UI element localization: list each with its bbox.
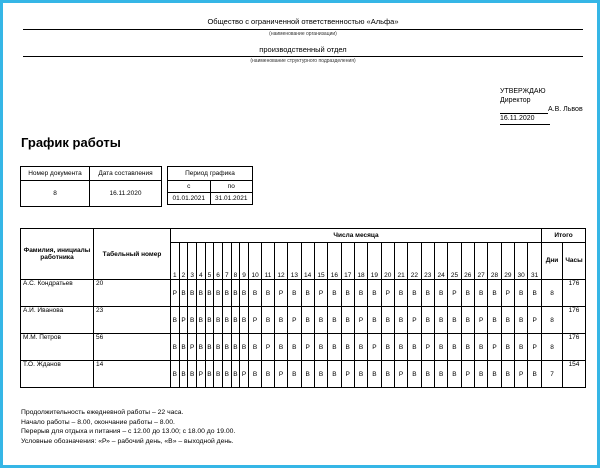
day-mark: В — [301, 361, 314, 388]
day-mark: В — [488, 361, 501, 388]
day-mark: В — [341, 307, 354, 334]
day-number-header: 14 — [301, 242, 314, 279]
day-number-header: 27 — [474, 242, 487, 279]
day-number-header: 25 — [448, 242, 461, 279]
day-number-header: 1 — [171, 242, 180, 279]
day-mark: В — [501, 361, 514, 388]
day-mark: В — [421, 307, 434, 334]
day-mark: В — [474, 334, 487, 361]
day-mark: В — [408, 334, 421, 361]
day-mark: В — [421, 361, 434, 388]
day-mark: В — [515, 307, 528, 334]
day-mark: В — [222, 280, 231, 307]
day-number-header: 20 — [381, 242, 394, 279]
day-mark: Р — [314, 280, 327, 307]
day-number-header: 2 — [179, 242, 188, 279]
day-mark: В — [205, 307, 214, 334]
period-from-label: с — [168, 181, 211, 193]
day-mark: В — [434, 280, 447, 307]
approval-date: 16.11.2020 — [500, 115, 535, 122]
day-mark: Р — [394, 361, 407, 388]
notes-block — [21, 408, 235, 446]
day-mark: Р — [488, 334, 501, 361]
day-number-header: 3 — [188, 242, 197, 279]
day-number-header: 18 — [354, 242, 367, 279]
day-mark: В — [205, 280, 214, 307]
day-mark: Р — [528, 334, 542, 361]
day-mark: Р — [196, 361, 205, 388]
day-mark: Р — [274, 361, 287, 388]
schedule-body — [21, 280, 586, 388]
total-hours: 176 — [563, 334, 586, 361]
day-mark: В — [205, 334, 214, 361]
day-number-header: 7 — [222, 242, 231, 279]
doc-number-header: Номер документа — [21, 167, 90, 181]
note-line: Перерыв для отдыха и питания – с 12.00 до 13.00; с 18.00 до 19.00. — [21, 428, 236, 435]
day-mark: В — [434, 361, 447, 388]
department-caption: (наименование структурного подразделения) — [250, 58, 356, 64]
employee-tab-number: 23 — [94, 307, 171, 334]
day-mark: В — [188, 361, 197, 388]
day-number-header: 28 — [488, 242, 501, 279]
day-mark: В — [501, 334, 514, 361]
day-mark: В — [240, 307, 249, 334]
day-mark: Р — [274, 280, 287, 307]
approval-signer: А.В. Львов — [548, 106, 583, 113]
employee-tab-number: 56 — [94, 334, 171, 361]
day-mark: В — [368, 280, 381, 307]
note-line: Условные обозначения: «Р» – рабочий день, «В» – выходной день. — [21, 437, 234, 445]
day-mark: В — [288, 334, 301, 361]
day-number-header: 5 — [205, 242, 214, 279]
day-mark: В — [501, 307, 514, 334]
day-mark: В — [448, 334, 461, 361]
day-mark: В — [394, 334, 407, 361]
day-mark: В — [341, 280, 354, 307]
day-mark: Р — [528, 307, 542, 334]
day-number-header: 4 — [196, 242, 205, 279]
period-from-value: 01.01.2021 — [168, 193, 211, 205]
day-mark: В — [231, 361, 240, 388]
day-mark: В — [328, 361, 341, 388]
day-mark: В — [171, 361, 180, 388]
day-mark: В — [381, 307, 394, 334]
day-mark: В — [274, 307, 287, 334]
day-number-header: 22 — [408, 242, 421, 279]
day-mark: Р — [381, 280, 394, 307]
day-mark: В — [394, 280, 407, 307]
note-line: Продолжительность ежедневной работы – 22 часа. — [21, 409, 184, 416]
day-mark: В — [368, 361, 381, 388]
doc-info-table — [20, 166, 162, 207]
table-row — [21, 307, 586, 334]
table-row — [21, 334, 586, 361]
day-mark: В — [448, 361, 461, 388]
total-hours: 176 — [563, 307, 586, 334]
day-mark: Р — [262, 334, 275, 361]
col-total-days-header: Дни — [542, 242, 563, 279]
day-mark: В — [328, 280, 341, 307]
day-mark: Р — [288, 307, 301, 334]
period-header: Период графика — [168, 167, 253, 181]
day-mark: В — [288, 280, 301, 307]
day-mark: В — [314, 361, 327, 388]
day-mark: Р — [368, 334, 381, 361]
page-title: График работы — [21, 135, 121, 150]
department-name: производственный отдел — [259, 45, 347, 54]
day-mark: В — [381, 361, 394, 388]
total-days: 8 — [542, 334, 563, 361]
period-to-label: по — [210, 181, 253, 193]
table-row — [21, 280, 586, 307]
day-number-header: 10 — [248, 242, 261, 279]
day-mark: В — [262, 280, 275, 307]
employee-tab-number: 14 — [94, 361, 171, 388]
day-number-header: 19 — [368, 242, 381, 279]
day-number-header: 30 — [515, 242, 528, 279]
total-days: 8 — [542, 307, 563, 334]
day-mark: В — [434, 307, 447, 334]
day-mark: В — [434, 334, 447, 361]
day-number-header: 11 — [262, 242, 275, 279]
day-mark: Р — [448, 280, 461, 307]
day-mark: В — [394, 307, 407, 334]
employee-name: А.С. Кондратьев — [21, 280, 94, 307]
day-mark: В — [231, 280, 240, 307]
employee-tab-number: 20 — [94, 280, 171, 307]
day-mark: В — [222, 361, 231, 388]
day-mark: В — [214, 280, 223, 307]
day-mark: В — [448, 307, 461, 334]
day-mark: В — [381, 334, 394, 361]
day-number-header: 31 — [528, 242, 542, 279]
day-mark: В — [461, 334, 474, 361]
day-mark: В — [421, 280, 434, 307]
day-mark: В — [188, 307, 197, 334]
day-mark: В — [354, 334, 367, 361]
total-days: 7 — [542, 361, 563, 388]
doc-date-header: Дата составления — [90, 167, 162, 181]
day-mark: В — [408, 280, 421, 307]
day-mark: В — [262, 307, 275, 334]
day-number-header: 8 — [231, 242, 240, 279]
day-number-header: 6 — [214, 242, 223, 279]
day-mark: В — [288, 361, 301, 388]
total-hours: 176 — [563, 280, 586, 307]
approval-date-underline — [500, 124, 550, 125]
table-row — [21, 361, 586, 388]
day-mark: В — [314, 334, 327, 361]
day-mark: В — [328, 307, 341, 334]
day-mark: В — [248, 334, 261, 361]
day-mark: В — [301, 307, 314, 334]
day-mark: В — [274, 334, 287, 361]
day-mark: Р — [301, 334, 314, 361]
doc-number-value: 8 — [21, 181, 90, 207]
day-mark: В — [231, 307, 240, 334]
day-mark: Р — [474, 307, 487, 334]
day-mark: Р — [248, 307, 261, 334]
day-number-header: 16 — [328, 242, 341, 279]
organization-name: Общество с ограниченной ответственностью «Альфа» — [207, 17, 399, 26]
day-number-header: 15 — [314, 242, 327, 279]
day-mark: В — [214, 361, 223, 388]
organization-caption: (наименование организации) — [269, 31, 337, 37]
col-total-hours-header: Часы — [563, 242, 586, 279]
day-mark: В — [222, 307, 231, 334]
day-mark: В — [528, 280, 542, 307]
day-mark: В — [354, 361, 367, 388]
employee-name: М.М. Петров — [21, 334, 94, 361]
day-mark: Р — [501, 280, 514, 307]
day-mark: Р — [515, 361, 528, 388]
col-days-header: Числа месяца — [171, 229, 542, 243]
day-number-header: 23 — [421, 242, 434, 279]
day-number-header: 29 — [501, 242, 514, 279]
employee-name: Т.О. Жданов — [21, 361, 94, 388]
day-mark: В — [179, 361, 188, 388]
day-mark: Р — [408, 307, 421, 334]
day-mark: В — [214, 334, 223, 361]
day-mark: В — [515, 334, 528, 361]
day-number-header: 12 — [274, 242, 287, 279]
day-mark: В — [240, 334, 249, 361]
day-mark: В — [196, 280, 205, 307]
day-mark: В — [314, 307, 327, 334]
day-mark: В — [515, 280, 528, 307]
day-mark: В — [188, 280, 197, 307]
day-mark: В — [354, 280, 367, 307]
approval-position: Директор — [500, 97, 531, 104]
day-mark: В — [214, 307, 223, 334]
period-to-value: 31.01.2021 — [210, 193, 253, 205]
day-mark: В — [341, 334, 354, 361]
day-number-header: 13 — [288, 242, 301, 279]
day-mark: В — [179, 280, 188, 307]
day-mark: В — [248, 361, 261, 388]
day-mark: В — [408, 361, 421, 388]
day-mark: В — [205, 361, 214, 388]
day-mark: В — [171, 334, 180, 361]
col-name-header: Фамилия, инициалы работника — [21, 229, 94, 280]
day-mark: Р — [461, 361, 474, 388]
period-table — [167, 166, 253, 205]
organization-underline — [23, 29, 583, 30]
day-mark: В — [196, 334, 205, 361]
day-number-header: 17 — [341, 242, 354, 279]
day-mark: Р — [354, 307, 367, 334]
day-mark: Р — [421, 334, 434, 361]
day-mark: Р — [341, 361, 354, 388]
day-mark: Р — [240, 361, 249, 388]
day-mark: В — [240, 280, 249, 307]
day-mark: В — [488, 307, 501, 334]
day-mark: Р — [188, 334, 197, 361]
day-mark: В — [262, 361, 275, 388]
total-days: 8 — [542, 280, 563, 307]
day-number-header: 9 — [240, 242, 249, 279]
day-mark: В — [196, 307, 205, 334]
employee-name: А.И. Иванова — [21, 307, 94, 334]
day-mark: В — [488, 280, 501, 307]
day-number-header: 24 — [434, 242, 447, 279]
doc-date-value: 16.11.2020 — [90, 181, 162, 207]
day-mark: В — [461, 280, 474, 307]
day-number-header: 21 — [394, 242, 407, 279]
day-mark: В — [231, 334, 240, 361]
day-mark: В — [171, 307, 180, 334]
day-mark: Р — [179, 307, 188, 334]
department-underline — [23, 56, 583, 57]
day-mark: В — [528, 361, 542, 388]
day-number-header: 26 — [461, 242, 474, 279]
day-mark: Р — [171, 280, 180, 307]
schedule-table — [20, 228, 586, 388]
col-total-header: Итого — [542, 229, 586, 243]
day-mark: В — [368, 307, 381, 334]
day-mark: В — [301, 280, 314, 307]
day-mark: В — [179, 334, 188, 361]
day-mark: В — [474, 361, 487, 388]
col-tab-header: Табельный номер — [94, 229, 171, 280]
day-mark: В — [474, 280, 487, 307]
total-hours: 154 — [563, 361, 586, 388]
day-mark: В — [222, 334, 231, 361]
day-mark: В — [461, 307, 474, 334]
note-line: Начало работы – 8.00, окончание работы – 8.00. — [21, 418, 175, 426]
day-mark: В — [248, 280, 261, 307]
approval-label: УТВЕРЖДАЮ — [500, 88, 546, 95]
day-mark: В — [328, 334, 341, 361]
